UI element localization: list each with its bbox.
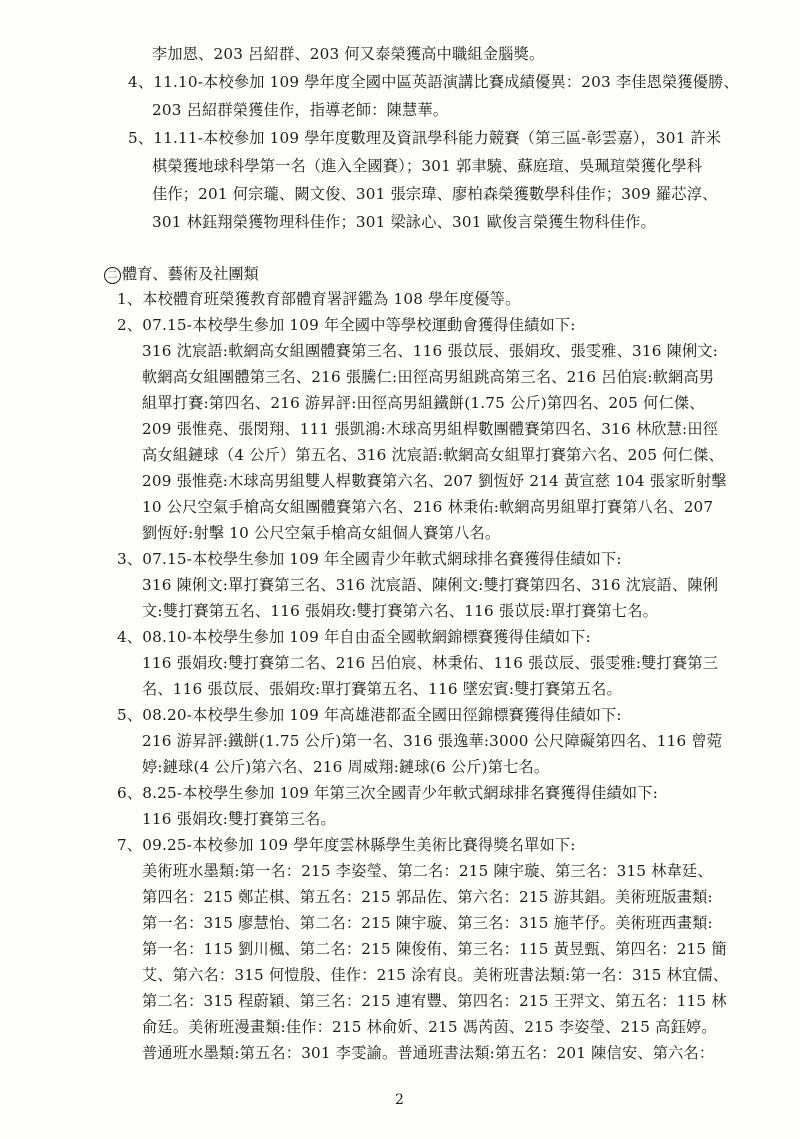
page-number: 2 [395,1092,404,1108]
text-line: 216 游昇評:鐵餅(1.75 公斤)第一名、316 張逸華:3000 公尺障礙第四名、116 曾菀 [142,732,723,750]
text-line: 209 張惟堯:木球高男組雙人桿數賽第六名、207 劉恆妤 214 黃宣慈 104 張家昕射擊 [142,472,727,490]
text-line: 5、11.11-本校參加 109 學年度數理及資訊學科能力競賽（第三區-彰雲嘉），301 許米 [128,129,722,147]
text-line: 4、11.10-本校參加 109 學年度全國中區英語演講比賽成績優異：203 李佳恩榮獲優勝、 [128,73,739,91]
text-line: 普通班水墨類:第五名：301 李雯諭。普通班書法類:第五名：201 陳信安、第六名： [142,1044,715,1062]
text-line: 209 張惟堯、張閔翔、111 張凱鴻:木球高男組桿數團體賽第四名、316 林欣慧:田徑 [142,420,719,438]
text-line: 美術班水墨類:第一名：215 李姿瑩、第二名：215 陳宇璇、第三名：315 林韋廷、 [142,862,713,880]
text-line: 俞廷。美術班漫畫類:佳作：215 林俞妡、215 馮芮茵、215 李姿瑩、215 高鈺婷。 [142,1018,717,1036]
list-item: 3、07.15-本校學生參加 109 年全國青少年軟式網球排名賽獲得佳績如下: [117,550,622,568]
list-item: 5、08.20-本校學生參加 109 年高雄港都盃全國田徑錦標賽獲得佳績如下: [117,706,622,724]
text-line: 李加恩、203 呂紹群、203 何又泰榮獲高中職組金腦獎。 [152,45,545,63]
list-item: 2、07.15-本校學生參加 109 年全國中等學校運動會獲得佳績如下: [117,316,576,334]
text-line: 第一名：315 廖慧怡、第二名：215 陳宇璇、第三名：315 施芊伃。美術班西畫類: [142,914,713,932]
text-line: 116 張娟玫:雙打賽第二名、216 呂伯宸、林秉佑、116 張苡辰、張雯雅:雙打賽第三 [142,654,719,672]
text-line: 301 林鈺翔榮獲物理科佳作；301 梁詠心、301 歐俊言榮獲生物科佳作。 [152,213,656,231]
text-line: 高女組鏈球（4 公斤）第五名、316 沈宸語:軟網高女組單打賽第六名、205 何仁傑、 [142,446,724,464]
text-line: 203 呂紹群榮獲佳作，指導老師：陳慧華。 [152,101,449,119]
text-line: 文:雙打賽第五名、116 張娟玫:雙打賽第六名、116 張苡辰:單打賽第七名。 [142,602,659,620]
text-line: 軟網高女組團體第三名、216 張騰仁:田徑高男組跳高第三名、216 呂伯宸:軟網高男 [142,368,715,386]
text-line: 116 張娟玫:雙打賽第三名。 [142,810,336,828]
text-line: 名、116 張苡辰、張娟玫:單打賽第五名、116 墜宏賓:雙打賽第五名。 [142,680,622,698]
text-line: 10 公尺空氣手槍高女組團體賽第六名、216 林秉佑:軟網高男組單打賽第八名、207 [142,498,714,516]
text-line: 第一名：115 劉川楓、第二名：215 陳俊侑、第三名：115 黃昱甄、第四名：215 簡 [142,940,727,958]
section-number-marker: 二 [104,267,121,284]
text-line: 劉恆妤:射擊 10 公尺空氣手槍高女組個人賽第八名。 [142,524,501,542]
list-item: 1、本校體育班榮獲教育部體育署評鑑為 108 學年度優等。 [117,290,521,308]
text-line: 316 陳俐文:單打賽第三名、316 沈宸語、陳俐文:雙打賽第四名、316 沈宸語、陳俐 [142,576,719,594]
list-item: 7、09.25-本校參加 109 學年度雲林縣學生美術比賽得獎名單如下: [117,836,576,854]
text-line: 第二名：315 程蔚穎、第三名：215 連宥豐、第四名：215 王羿文、第五名：115 林 [142,992,727,1010]
text-line: 組單打賽:第四名、216 游昇評:田徑高男組鐵餅(1.75 公斤)第四名、205 何仁傑、 [142,394,705,412]
text-line: 佳作；201 何宗瓏、闕文俊、301 張宗瑋、廖柏森榮獲數學科佳作；309 羅芯淳、 [152,185,718,203]
text-line: 第四名：215 鄭芷棋、第五名：215 郭品佐、第六名：215 游其錩。美術班版畫類: [142,888,713,906]
list-item: 6、8.25-本校學生參加 109 年第三次全國青少年軟式網球排名賽獲得佳績如下: [117,784,659,802]
text-line: 婷:鏈球(4 公斤)第六名、216 周威翔:鏈球(6 公斤)第七名。 [142,758,550,776]
section-heading-text: 體育、藝術及社團類 [122,265,259,283]
text-line: 316 沈宸語:軟網高女組團體賽第三名、116 張苡辰、張娟玫、張雯雅、316 陳俐文: [142,342,719,360]
section-heading [104,262,259,286]
text-line: 艾、第六名：315 何愷殷、佳作：215 涂宥良。美術班書法類:第一名：315 林宜儒、 [142,966,729,984]
text-line: 棋榮獲地球科學第一名（進入全國賽）；301 郭聿驍、蘇庭瑄、吳珮瑄榮獲化學科 [152,157,703,175]
list-item: 4、08.10-本校學生參加 109 年自由盃全國軟網錦標賽獲得佳績如下: [117,628,591,646]
